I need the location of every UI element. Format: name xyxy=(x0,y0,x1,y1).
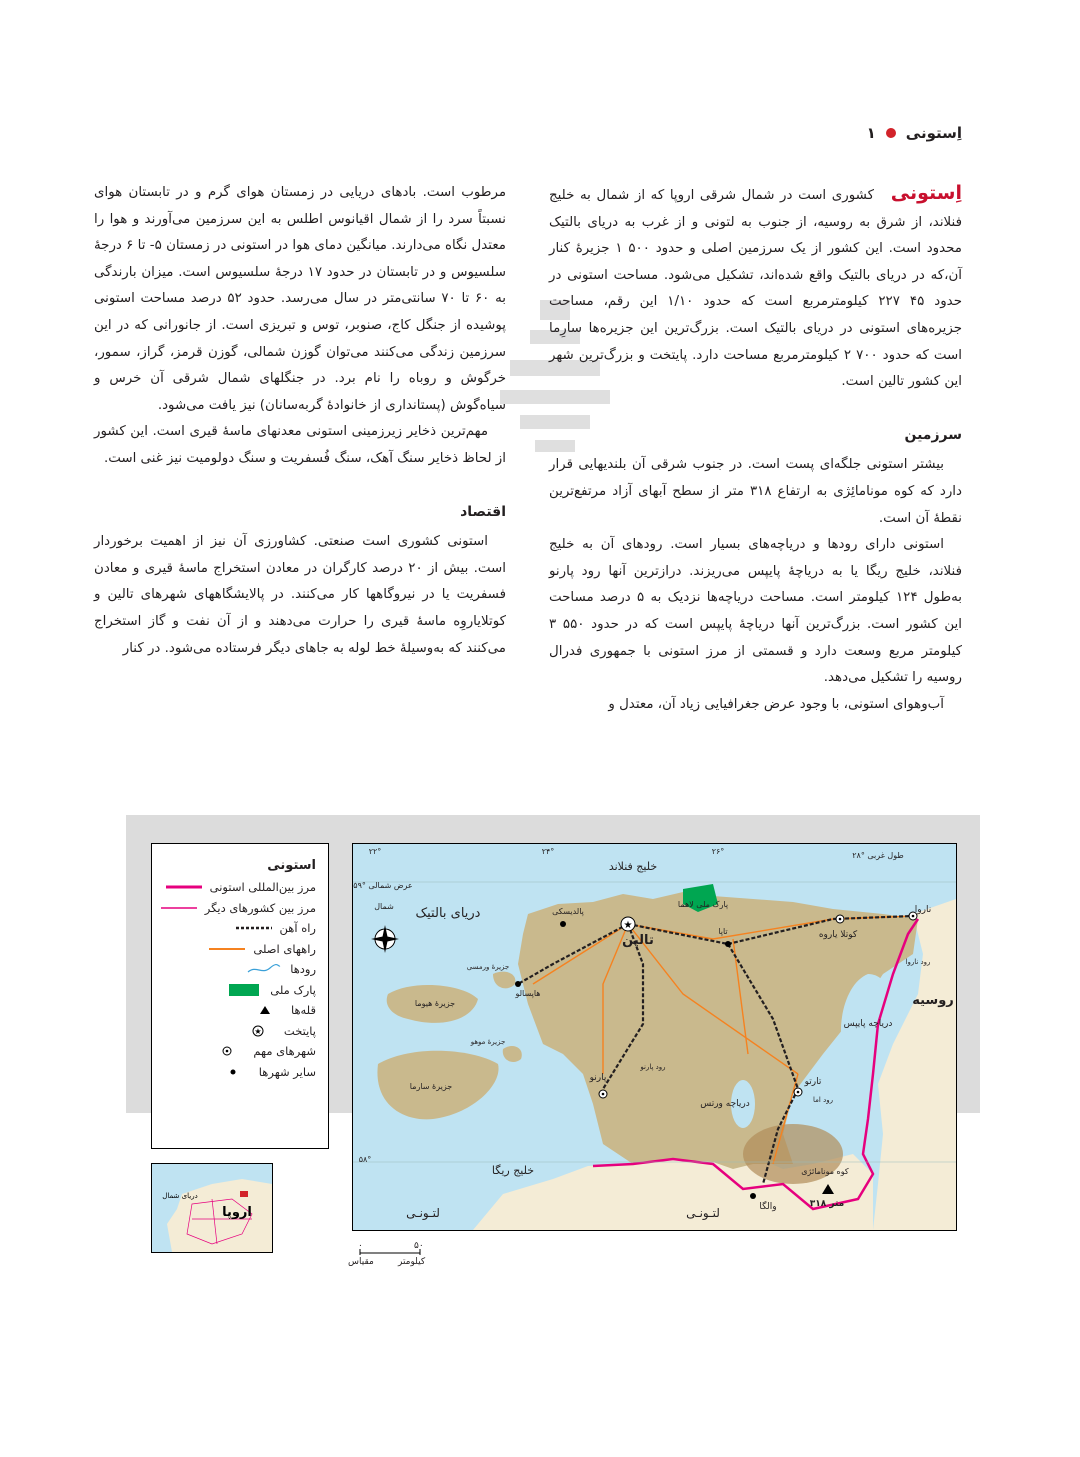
label-muhu: جزیرهٔ موهو xyxy=(470,1038,506,1046)
label-hiiumaa: جزیرهٔ هیوما xyxy=(414,999,456,1008)
label-vormsi: جزیرهٔ ورمسی xyxy=(466,963,510,971)
map-scale xyxy=(348,1241,428,1267)
legend-row-major-cities: شهرهای مهم xyxy=(152,1041,328,1062)
estonia-highlight xyxy=(240,1191,248,1197)
bullet-dot-icon xyxy=(886,128,896,138)
label-latvia-east: لتـونـی xyxy=(686,1206,720,1220)
thin-border-line-icon xyxy=(161,902,197,914)
legend-row-other-cities: سایر شهرها xyxy=(152,1062,328,1083)
land-paragraph-3: آب‌وهوای استونی، با وجود عرض جغرافیایی زیاد آن، معتدل و xyxy=(608,696,944,712)
legend-row-capital: پایتخت ★ xyxy=(152,1021,328,1042)
legend-row-railway: راه آهن xyxy=(152,918,328,939)
estonia-map xyxy=(352,843,957,1231)
europe-inset-map xyxy=(151,1163,273,1253)
inset-europe: اروپا xyxy=(222,1205,252,1220)
label-peak-height: ۳۱۸ متر xyxy=(809,1199,845,1209)
economy-paragraph: استونی کشوری است صنعتی. کشاورزی آن نیز از اهمیت برخوردار است. بیش از ۲۰ درصد کارگران در معادن استخراج ماسهٔ قیری و معادن فسفریت یا در نیروگاهها کار می‌کنند. در پالایشگاههای شهرهای تالین و کوتلایاروِه ماسهٔ قیری را حرارت می‌دهند و از آن نفت و گاز استخراج می‌کنند که به‌وسیلهٔ خط لوله به جاهای دیگر فرستاده می‌شود. در کنار xyxy=(94,534,506,656)
label-haapsalu: هاپسالو xyxy=(515,989,541,998)
label-kohtla: کوتلا یاروه xyxy=(818,930,858,940)
label-north: شمال xyxy=(374,902,394,911)
label-lat-59: ۵۹° عرض شمالی xyxy=(353,881,413,890)
scale-unit: کیلومتر xyxy=(398,1257,426,1267)
section-heading-land: سرزمین xyxy=(904,426,962,443)
label-saaremaa: جزیرهٔ سارما xyxy=(409,1082,453,1091)
vormsi-island xyxy=(493,972,515,989)
label-gulf-riga: خلیج ریگا xyxy=(491,1164,535,1177)
label-river-parnu: رود پارنو xyxy=(640,1063,666,1071)
svg-text:★: ★ xyxy=(623,920,633,931)
label-river-narva: رود ناروا xyxy=(905,958,931,966)
road-line-icon xyxy=(209,943,245,955)
label-tartu: تارتو xyxy=(804,1077,822,1087)
land-paragraph-1: بیشتر استونی جلگه‌ای پست است. در جنوب شرقی آن بلندیهایی قرار دارد که کوه مونامائِژی به ارتفاع ۳۱۸ متر از سطح آبهای آزاد مرتفع‌ترین نقطهٔ آن است. xyxy=(549,457,962,526)
legend-row-roads: راههای اصلی xyxy=(152,939,328,960)
label-russia: روسیه xyxy=(912,993,954,1008)
label-gulf-finland: خلیج فنلاند xyxy=(608,860,658,873)
legend-row-peaks: قله‌ها xyxy=(152,1000,328,1021)
legend-title: استونی xyxy=(267,858,316,873)
railway-line-icon xyxy=(236,922,272,934)
label-lon-22: ۲۲° xyxy=(368,847,382,856)
capital-star-icon xyxy=(240,1025,276,1037)
svg-text:★: ★ xyxy=(254,1026,262,1036)
label-lon-26: ۲۶° xyxy=(711,847,725,856)
label-national-park: پارک ملی لاهما xyxy=(677,900,729,909)
chapter-title: اِستونی xyxy=(905,124,962,142)
map-legend xyxy=(151,843,329,1149)
page-header xyxy=(867,124,962,142)
border-line-icon xyxy=(166,881,202,893)
europe-land xyxy=(167,1179,272,1252)
major-city-icon xyxy=(209,1045,245,1057)
label-peak-name: کوه مونامائژی xyxy=(801,1167,849,1176)
river-line-icon xyxy=(246,963,282,975)
watermark-logo-icon xyxy=(440,290,660,480)
park-swatch-icon xyxy=(226,984,262,996)
scale-label: مقیاس xyxy=(348,1257,374,1267)
scale-fifty: ۵۰ xyxy=(414,1241,424,1251)
peak-triangle-icon xyxy=(247,1004,283,1016)
land-paragraph-2: استونی دارای رودها و دریاچه‌های بسیار است. رودهای آن به خلیج فنلاند، خلیج ریگا یا به دریاچهٔ پایپس می‌ریزند. درازترین آنها رود پارنو به‌طول ۱۲۴ کیلومتر است. مساحت دریاچه‌ها نزدیک به ۵ درصد مساحت این کشور است. بزرگ‌ترین آنها دریاچهٔ پایپس است که در حدود ۵۵۰ ۳ کیلومتر مربع وسعت دارد و قسمتی از مرز استونی با جمهوری فدرال روسیه را تشکیل می‌دهد. xyxy=(549,537,963,686)
city-dot-icon xyxy=(215,1066,251,1078)
label-river-emajogi: رود اما xyxy=(813,1096,833,1104)
label-parnu: پارنو xyxy=(589,1073,607,1083)
scale-zero: ۰ xyxy=(358,1241,363,1251)
label-lat-58: ۵۸° xyxy=(358,1155,372,1164)
legend-row-other-border: مرز بین کشورهای دیگر xyxy=(152,898,328,919)
lead-title: اِستونی xyxy=(890,182,962,204)
label-paldiski: پالدیسکی xyxy=(552,907,584,916)
legend-row-intl-border: مرز بین‌المللی استونی xyxy=(152,877,328,898)
label-lake-vortsjarv: دریاچه ورتس xyxy=(700,1099,750,1109)
label-tapa: تاپا xyxy=(718,927,728,936)
label-lon-28: ۲۸° طول غربی xyxy=(852,851,904,860)
legend-row-rivers: رودها xyxy=(152,959,328,980)
label-valga: والگا xyxy=(759,1202,777,1212)
label-lake-peipus: دریاچه پایپس xyxy=(843,1019,893,1029)
intro-text: کشوری است در شمال شرقی اروپا که از شمال به خلیج فنلاند، از شرق به روسیه، از جنوب به لتونی و از غرب به دریای بالتیک محدود است. این کشور از یک سرزمین اصلی و حدود ۵۰۰ ۱ جزیرهٔ کنار آن،که در دریای بالتیک واقع شده‌اند، تشکیل می‌شود. مساحت استونی در حدود ۴۵ ۲۲۷ کیلومترمربع است که حدود ۱/۱۰ این رقم، مساحت جزیره‌های استونی در دریای بالتیک است. بزرگ‌ترین این جزیره‌ها سارِما است که حدود ۷۰۰ ۲ کیلومترمربع مساحت دارد. پایتخت و بزرگ‌ترین شهر این کشور تالین است. xyxy=(549,188,962,390)
compass-rose-icon xyxy=(371,925,399,953)
label-baltic-sea: دریای بالتیک xyxy=(415,906,481,921)
muhu-island xyxy=(503,1046,522,1062)
climate-paragraph: مرطوب است. بادهای دریایی در زمستان هوای گرم و در تابستان هوای نسبتاً سرد را از شمال اقیانوس اطلس به این سرزمین می‌آورند و هوا را معتدل نگاه می‌دارند. میانگین دمای هوا در استونی در زمستان ۵- تا ۶ درجهٔ سلسیوس و در تابستان در حدود ۱۷ درجهٔ سلسیوس است. میزان بارندگی به ۶۰ تا ۷۰ سانتی‌متر در سال می‌رسد. حدود ۵۲ درصد مساحت استونی پوشیده از جنگل کاج، صنوبر، توس و تبریزی است. از جانورانی که در این سرزمین زندگی می‌کنند می‌توان گوزن شمالی، گوزن قرمز، گراز، سمور، خرگوش و روباه را نام برد. در جنگلهای شمال شرقی آن خرس و سیاه‌گوش (پستانداری از خانوادهٔ گربه‌سانان) نیز یافت می‌شود. xyxy=(94,185,507,413)
label-tallinn: تالین xyxy=(622,933,654,948)
legend-row-national-park: پارک ملی xyxy=(152,980,328,1001)
label-narva: ناروا xyxy=(914,905,932,915)
label-lon-24: ۲۴° xyxy=(541,847,555,856)
inset-north-sea: دریای شمال xyxy=(162,1192,198,1200)
minerals-paragraph: مهم‌ترین ذخایر زیرزمینی استونی معدنهای ماسهٔ قیری است. این کشور از لحاظ ذخایر سنگ آهک، سنگ فُسفریت و سنگ دولومیت نیز غنی است. xyxy=(94,424,506,466)
page-number: ۱ xyxy=(866,124,876,142)
section-heading-economy: اقتصاد xyxy=(460,503,506,520)
label-latvia-west: لتـونـی xyxy=(406,1206,440,1220)
